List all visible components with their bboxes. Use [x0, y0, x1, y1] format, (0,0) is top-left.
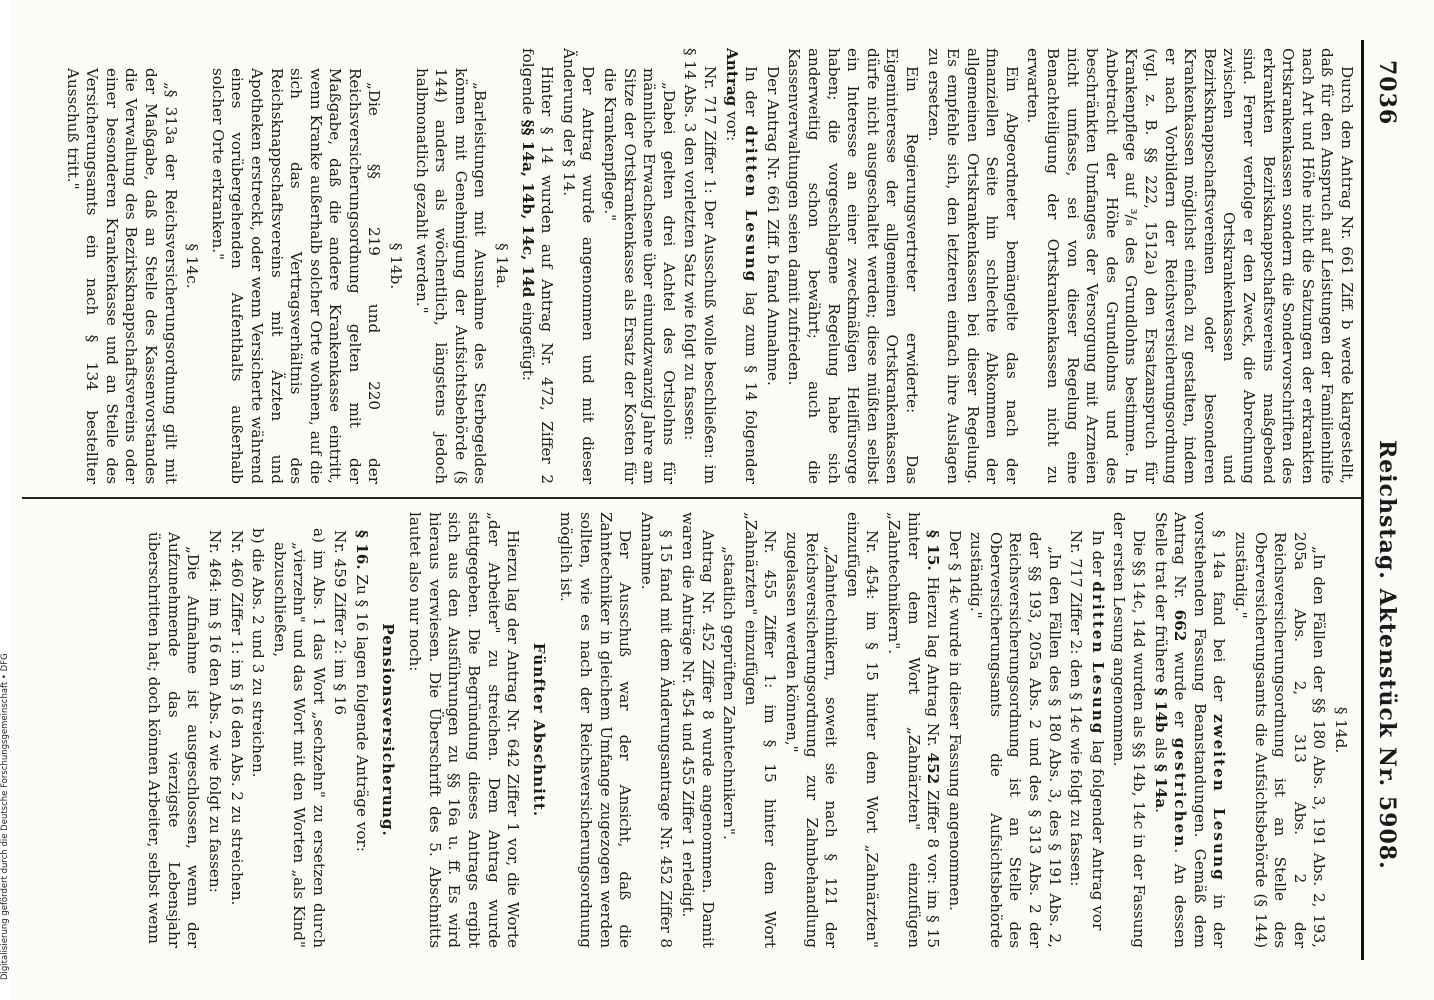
paragraph: Hinter § 14 wurden auf Antrag Nr. 472, Ziffer 2 folgende §§ 14a, 14b, 14c, 14d eingefügt:: [518, 48, 557, 484]
paragraph: Der Antrag Nr. 661 Ziff. b fand Annahme.: [763, 66, 782, 386]
paragraph: Der Antrag wurde angenommen und mit dieser Änderung der § 14.: [559, 48, 598, 484]
page-number: 7036: [1374, 60, 1400, 126]
quoted-text: „Dabei gelten drei Achtel des Ortslohns für männliche Erwachsene über einundzwanzig Jahre am Sitze der Ortskrankenkasse als Ersatz der Kosten für die Krankenpflege.": [601, 68, 678, 484]
paragraph: Durch den Antrag Nr. 661 Ziff. b werde klargestellt, daß für den Anspruch auf Leistungen der Familienhilfe nach Art und Höhe nicht die Satzungen der erkrankten Ortskrankenkassen sondern die Sondervorschriften des erkrankten Bezirksknappschaftsvereins maßgebend sind. Ferner verfolge er den Zweck, die Abrechnung zwischen Ortskrankenkassen und Bezirksknappschaftsvereinen oder besonderen Krankenkassen möglichst einfach zu gestalten, indem er nach Vorbildern der Reichsversicherungsordnung (vgl. z. B. §§ 222, 1512a) den Ersatzanspruch für Krankenpflege auf ³/₈ des Grundlohns bestimme. In Anbetracht der Höhe des Grundlohns und des beschränkten Umfanges der Versorgung mit Arzneien nicht umfasse, sei von dieser Regelung eine Benachteiligung der Ortskrankenkassen nicht zu erwarten.: [1024, 48, 1356, 484]
chapter-heading: Pensionsversicherung.: [378, 623, 397, 837]
paragraph: In der dritten Lesung lag folgender Antrag vor: [1088, 530, 1107, 931]
quoted-text: „In den Fällen der §§ 180 Abs. 3, 191 Abs. 2, 193, 205a Abs. 2, 313 Abs. 2 der Reichsversicherungsordnung ist an Stelle des Oberversicherungsamts die Aufsichtsbehörde (§ 144) zuständig.": [1232, 532, 1329, 948]
quoted-text: „Zahntechnikern, soweit sie nach § 121 der Reichsversicherungsordnung zur Zahnbehandlung zugelassen werden können,": [782, 532, 841, 948]
paragraph: § 16. Zu § 16 lagen folgende Anträge vor:: [353, 530, 372, 852]
column-divider: [22, 497, 1362, 499]
motion-text: Nr. 464: im § 16 den Abs. 2 wie folgt zu fassen:: [205, 530, 224, 893]
right-column: [142, 512, 1356, 948]
paragraph: In der dritten Lesung lag zum § 14 folgender Antrag vor:: [722, 48, 761, 484]
motion-text: Nr. 460 Ziffer 1: im § 16 den Abs. 2 zu streichen.: [227, 530, 246, 906]
paragraph: § 15. Hierzu lag Antrag Nr. 452 Ziffer 8 vor: im § 15 hinter dem Wort „Zahnärzten" einzufügen „Zahntechnikern".: [884, 512, 943, 948]
quoted-text: „staatlich geprüften Zahntechnikern".: [720, 546, 739, 840]
credit-text: Digitalisierung gefördert durch die Deutsche Forschungsgemeinschaft • DFG: [0, 653, 10, 980]
section-heading: § 14c.: [183, 243, 202, 289]
paragraph: Ein Abgeordneter bemängelte das nach der finanziellen Seite hin schlechte Abkommen der allgemeinen Ortskrankenkassen bei dieser Regelung. Es empfehle sich, den letzteren einfach ihre Auslagen zu ersetzen.: [924, 48, 1021, 484]
paragraph: § 15 fand mit dem Änderungsantrage Nr. 452 Ziffer 8 Annahme.: [637, 512, 676, 948]
left-column: [60, 48, 1356, 484]
motion-text: Nr. 717 Ziffer 2: den § 14c wie folgt zu fassen:: [1067, 530, 1086, 887]
list-item: a) im Abs. 1 das Wort „sechzehn" zu ersetzen durch „vierzehn" und das Wort mit den Worten „als Kind" abzuschließen,: [270, 528, 328, 948]
scanned-page: [10, 0, 1434, 1000]
paragraph: Die §§ 14c, 14d wurden als §§ 14b, 14c in der Fassung der ersten Lesung angenommen.: [1110, 512, 1149, 948]
motion-text: Nr. 459 Ziffer 2: im § 16: [331, 530, 350, 716]
motion-text: Nr. 717 Ziffer 1: Der Ausschuß wolle beschließen: im § 14 Abs. 3 den vorletzten Satz wie folgt zu fassen:: [681, 48, 719, 484]
section-heading: § 14d.: [1332, 706, 1350, 754]
page-title: Reichstag. Aktenstück Nr. 5908.: [1374, 440, 1400, 870]
quoted-text: „In den Fällen des § 180 Abs. 3, des § 191 Abs. 2, der §§ 193, 205a Abs. 2 und des § 313 Abs. 2 der Reichsversicherungsordnung ist an Stelle des Oberversicherungsamts die Aufsichtsbehörde zuständig.": [967, 532, 1064, 948]
page-header: [1366, 40, 1406, 960]
quoted-text: „§ 313a der Reichsversicherungsordnung gilt mit der Maßgabe, daß an Stelle des Kassenvorstandes die Verwaltung des Bezirksknappschaftsvereins oder einer besonderen Krankenkasse und an Stelle des Versicherungsamts ein nach § 134 bestellter Ausschuß tritt.": [63, 68, 180, 484]
quoted-text: „Die §§ 219 und 220 der Reichsversicherungsordnung gelten mit der Maßgabe, daß die andere Krankenkasse eintritt, wenn Kranke außerhalb solcher Orte wohnen, auf die sich das Vertragsverhältnis des Reichsknappschaftsvereins mit Ärzten und Apotheken erstreckt, oder wenn Versicherte während eines vorübergehenden Aufenthalts außerhalb solcher Orte erkranken.": [208, 68, 384, 484]
paragraph: § 14a fand bei der zweiten Lesung in der vorstehenden Fassung Beanstandungen. Gemäß dem Antrag Nr. 662 wurde er gestrichen. An dessen Stelle trat der frühere § 14b als § 14a.: [1151, 512, 1229, 949]
section-heading: § 14a.: [493, 243, 512, 289]
motion-text: Nr. 454: im § 15 hinter dem Wort „Zahnärzten" einzufügen: [843, 512, 882, 948]
motion-text: Nr. 455 Ziffer 1: im § 15 hinter dem Wort „Zahnärzten" einzufügen: [741, 512, 780, 948]
list-item: b) die Abs. 2 und 3 zu streichen.: [249, 528, 268, 778]
header-rule: [1361, 40, 1364, 960]
paragraph: Ein Regierungsvertreter erwiderte: Das Eigeninteresse der allgemeinen Ortskrankenkassen dürfe nicht ausgeschaltet werden; diese müßten selbst ein Interesse an einer zweckmäßigen Heilfürsorge haben; die vorgeschlagene Regelung habe sich anderweitig schon bewährt; auch die Kassenverwaltungen seien damit zufrieden.: [785, 48, 921, 484]
section-heading: § 14b.: [387, 242, 406, 290]
chapter-heading: Fünfter Abschnitt.: [529, 642, 548, 818]
paragraph: Der Ausschuß war der Ansicht, daß die Zahntechniker in gleichem Umfange zugezogen werden sollten, wie es nach der Reichsversicherungsordnung möglich ist.: [557, 512, 635, 948]
rotated-page-content: [10, 0, 1420, 1000]
quoted-text: „Die Aufnahme ist ausgeschlossen, wenn der Aufzunehmende das vierzigste Lebensjahr überschritten hat; doch können Arbeiter, selbst wenn: [145, 532, 203, 948]
digitization-credit: [0, 0, 10, 1000]
paragraph: Der § 14c wurde in dieser Fassung angenommen.: [945, 530, 964, 911]
quoted-text: „Barleistungen mit Ausnahme des Sterbegeldes können mit Genehmigung der Aufsichtsbehörde (§ 144) anders als wöchentlich, längstens jedoch halbmonatlich gezahlt werden.": [412, 68, 490, 484]
paragraph: Hierzu lag der Antrag Nr. 642 Ziffer 1 vor, die Worte „der Arbeiter" zu streichen. Dem Antrag wurde stattgegeben. Die Begründung dieses Antrags ergibt sich aus den Ausführungen zu §§ 16a u. ff. Es wird hieraus verwiesen. Die Überschrift des 5. Abschnitts lautet also nur noch:: [406, 512, 523, 948]
paragraph: Antrag Nr. 452 Ziffer 8 wurde angenommen. Damit waren die Anträge Nr. 454 und 455 Ziffer 1 erledigt.: [679, 512, 717, 948]
